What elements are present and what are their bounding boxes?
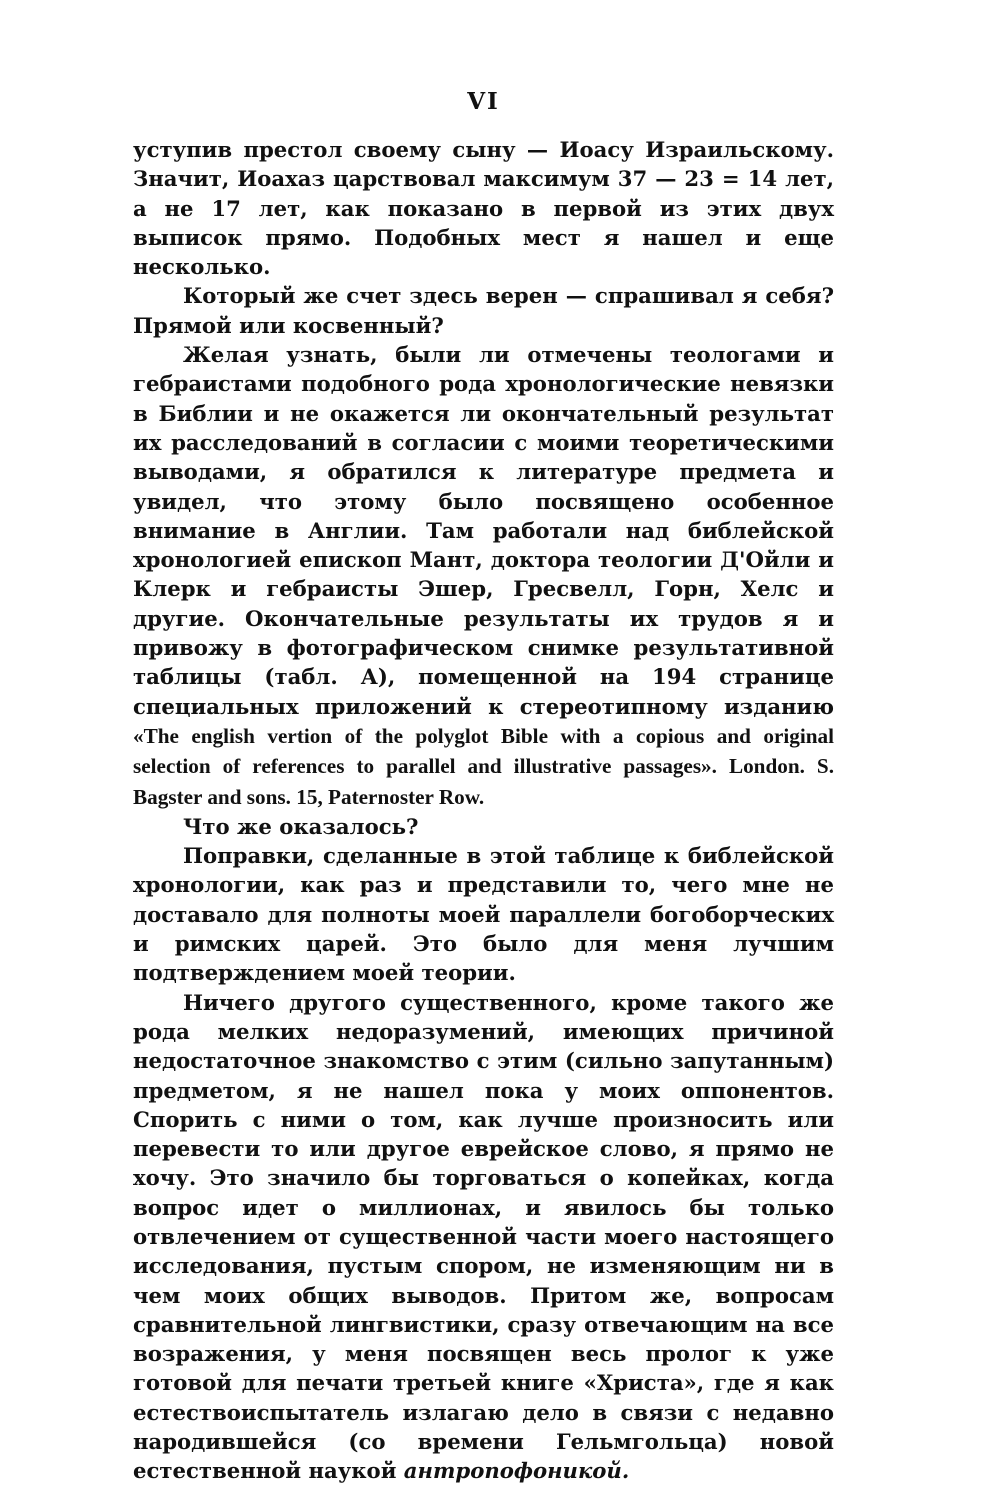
paragraph-2: Который же счет здесь верен — спрашивал я себя? Прямой или косвенный? (133, 283, 834, 338)
italic-term: антропофоникой. (403, 1458, 630, 1484)
paragraph-4: Что же оказалось? (183, 813, 419, 839)
paragraph-3-russian-text: Желая узнать, были ли отмечены теологами и гебраистами подобного рода хронологические невязки в Библии и не окажется ли окончательный результат их расследований в согласии с моими теоретическими выводами, я обратился к литературе предмета и увидел, что этому было посвящено особенное внимание в Англии. Там работали над библейской хронологией епископ Мант, доктора теологии Д'Ойли и Клерк и гебраисты Эшер, Гресвелл, Горн, Хелс и другие. Окончательные результаты их трудов я и привожу в фотографическом снимке результативной таблицы (табл. А), помещенной на 194 странице специальных приложений к стереотипному изданию (133, 342, 834, 719)
paragraph-6 (133, 988, 834, 1486)
paragraph-1: уступив престол своему сыну — Иоасу Израильскому. Значит, Иоахаз царствовал максимум 37 — 23 = 14 лет, а не 17 лет, как показано в первой из этих двух выписок прямо. Подобных мест я нашел и еще несколько. (133, 137, 834, 280)
page-number: VI (467, 88, 500, 115)
english-bible-title: «The english vertion of the polyglot Bible with a copious and original selection of references to parallel and illustrative passages». London. S. Bagster and sons. 15, Paternoster Row. (133, 723, 834, 809)
paragraph-6-text: Ничего другого существенного, кроме такого же рода мелких недоразумений, имеющих причиной недостаточное знакомство с этим (сильно запутанным) предметом, я не нашел пока у моих оппонентов. Спорить с ними о том, как лучше произносить или перевести то или другое еврейское слово, я прямо не хочу. Это значило бы торговаться о копейках, когда вопрос идет о миллионах, и явилось бы только отвлечением от существенной части моего настоящего исследования, пустым спором, не изменяющим ни в чем моих общих выводов. Притом же, вопросам сравнительной лингвистики, сразу отвечающим на все возражения, у меня посвящен весь пролог к уже готовой для печати третьей книге «Христа», где я как естествоиспытатель излагаю дело в связи с недавно народившейся (со времени Гельмгольца) новой естественной наукой (133, 989, 834, 1484)
paragraph-3 (133, 340, 834, 812)
paragraph-5: Поправки, сделанные в этой таблице к библейской хронологии, как раз и представили то, чего мне не доставало для полноты моей параллели богоборческих и римских царей. Это было для меня лучшим подтверждением моей теории. (133, 843, 834, 986)
